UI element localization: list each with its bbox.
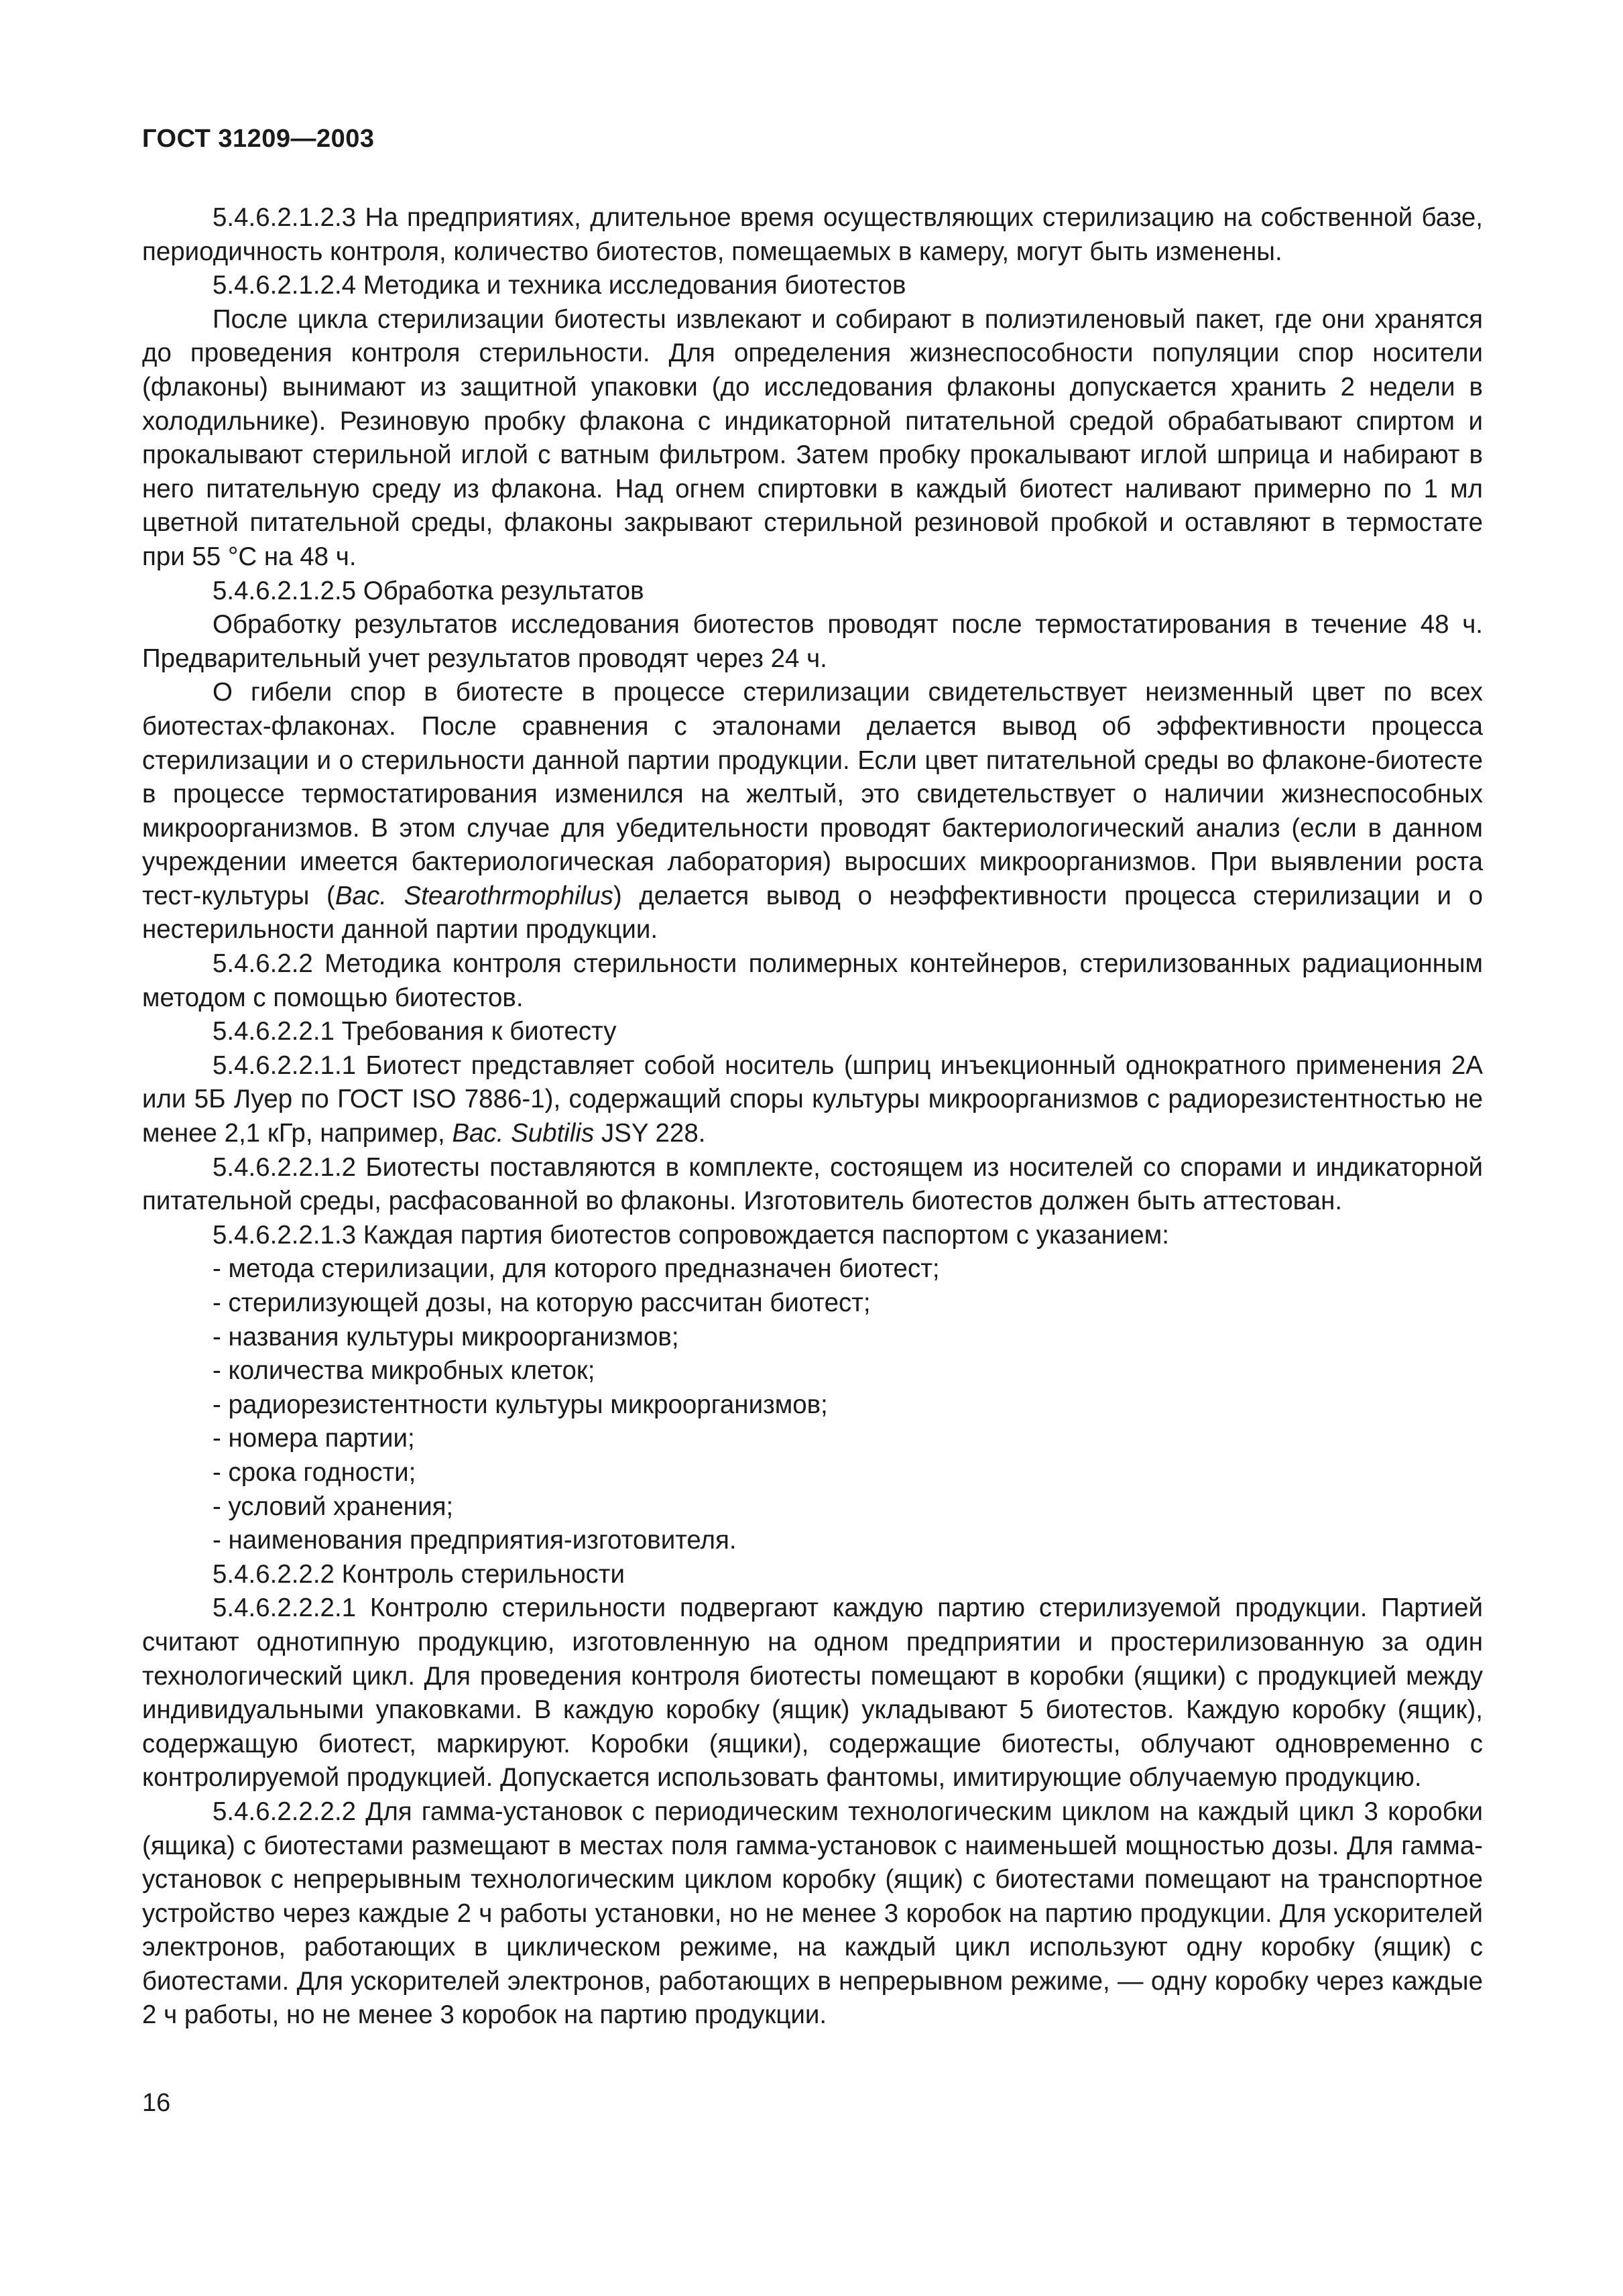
paragraph <box>142 676 1483 947</box>
paragraph-text: ) делается вывод о неэффективности процесса стерилизации и о нестерильности данной партии продукции. <box>142 881 1484 945</box>
species-name-italic: Bac. Stearothrmophilus <box>335 881 613 910</box>
document-code-header: ГОСТ 31209—2003 <box>142 125 375 153</box>
list-item: - номера партии; <box>213 1424 415 1453</box>
paragraph: 5.4.6.2.2.2.1 Контролю стерильности подвергают каждую партию стерилизуемой продукции. Партией считают однотипную продукцию, изготовленную на одном предприятии и простерилизованную за один технологический цикл. Для проведения контроля биотесты помещают в коробки (ящики) с продукцией между индивидуальными упаковками. В каждую коробку (ящик) укладывают 5 биотестов. Каждую коробку (ящик), содержащую биотест, маркируют. Коробки (ящики), содержащие биотесты, облучают одновременно с контролируемой продукцией. Допускается использовать фантомы, имитирующие облучаемую продукцию. <box>142 1593 1483 1793</box>
paragraph: 5.4.6.2.2 Методика контроля стерильности полимерных контейнеров, стерилизованных радиационным методом с помощью биотестов. <box>142 949 1483 1012</box>
paragraph: 5.4.6.2.2.1 Требования к биотесту <box>213 1017 617 1046</box>
paragraph: 5.4.6.2.2.2 Контроль стерильности <box>213 1559 625 1589</box>
list-item: - срока годности; <box>213 1457 416 1487</box>
list-item: - названия культуры микроорганизмов; <box>213 1322 679 1351</box>
paragraph-text: 5.4.6.2.2.1.1 Биотест представляет собой носитель (шприц инъекционный однократного применения 2А или 5Б Луер по ГОСТ ISO 7886-1), содержащий споры культуры микроорганизмов с радиорезистентностью не менее 2,1 кГр, например, <box>142 1050 1483 1148</box>
paragraph: Обработку результатов исследования биотестов проводят после термостатирования в течение 48 ч. Предварительный учет результатов проводят через 24 ч. <box>142 610 1483 673</box>
paragraph-text: JSY 228. <box>594 1119 706 1148</box>
paragraph: 5.4.6.2.2.1.3 Каждая партия биотестов сопровождается паспортом с указанием: <box>213 1220 1169 1250</box>
list-item: - радиорезистентности культуры микроорганизмов; <box>213 1390 828 1419</box>
paragraph: 5.4.6.2.2.2.2 Для гамма-установок с периодическим технологическим циклом на каждый цикл 3 коробки (ящика) с биотестами размещают в местах поля гамма-установок с наименьшей мощностью дозы. Для гамма-установок с непрерывным технологическим циклом коробку (ящик) с биотестами помещают на транспортное устройство через каждые 2 ч работы установки, но не менее 3 коробок на партию продукции. Для ускорителей электронов, работающих в циклическом режиме, на каждый цикл используют одну коробку (ящик) с биотестами. Для ускорителей электронов, работающих в непрерывном режиме, — одну коробку через каждые 2 ч работы, но не менее 3 коробок на партию продукции. <box>142 1797 1483 2030</box>
list-item: - стерилизующей дозы, на которую рассчитан биотест; <box>213 1288 871 1317</box>
document-body <box>142 201 1483 2033</box>
paragraph <box>142 1049 1483 1151</box>
paragraph: После цикла стерилизации биотесты извлекают и собирают в полиэтиленовый пакет, где они хранятся до проведения контроля стерильности. Для определения жизнеспособности популяции спор носители (флаконы) вынимают из защитной упаковки (до исследования флаконы допускается хранить 2 недели в холодильнике). Резиновую пробку флакона с индикаторной питательной средой обрабатывают спиртом и прокалывают стерильной иглой с ватным фильтром. Затем пробку прокалывают иглой шприца и набирают в него питательную среду из флакона. Над огнем спиртовки в каждый биотест наливают примерно по 1 мл цветной питательной среды, флаконы закрывают стерильной резиновой пробкой и оставляют в термостате при 55 °С на 48 ч. <box>142 304 1483 571</box>
list-item: - наименования предприятия-изготовителя. <box>213 1526 737 1555</box>
paragraph: 5.4.6.2.1.2.4 Методика и техника исследования биотестов <box>213 271 906 300</box>
list-item: - количества микробных клеток; <box>213 1356 595 1386</box>
list-item: - метода стерилизации, для которого предназначен биотест; <box>213 1254 940 1284</box>
species-name-italic: Bac. Subtilis <box>452 1119 595 1148</box>
paragraph-text: О гибели спор в биотесте в процессе стерилизации свидетельствует неизменный цвет по всех биотестах-флаконах. После сравнения с эталонами делается вывод об эффективности процесса стерилизации и о стерильности данной партии продукции. Если цвет питательной среды во флаконе-биотесте в процессе термостатирования изменился на желтый, это свидетельствует о наличии жизнеспособных микроорганизмов. В этом случае для убедительности проводят бактериологический анализ (если в данном учреждении имеется бактериологическая лаборатория) выросших микроорганизмов. При выявлении роста тест-культуры ( <box>142 678 1483 910</box>
list-item: - условий хранения; <box>213 1492 454 1521</box>
paragraph: 5.4.6.2.1.2.5 Обработка результатов <box>213 576 644 605</box>
paragraph: 5.4.6.2.2.1.2 Биотесты поставляются в комплекте, состоящем из носителей со спорами и индикаторной питательной среды, расфасованной во флаконы. Изготовитель биотестов должен быть аттестован. <box>142 1152 1483 1216</box>
paragraph: 5.4.6.2.1.2.3 На предприятиях, длительное время осуществляющих стерилизацию на собственной базе, периодичность контроля, количество биотестов, помещаемых в камеру, могут быть изменены. <box>142 203 1483 266</box>
page-number: 16 <box>142 2089 171 2117</box>
